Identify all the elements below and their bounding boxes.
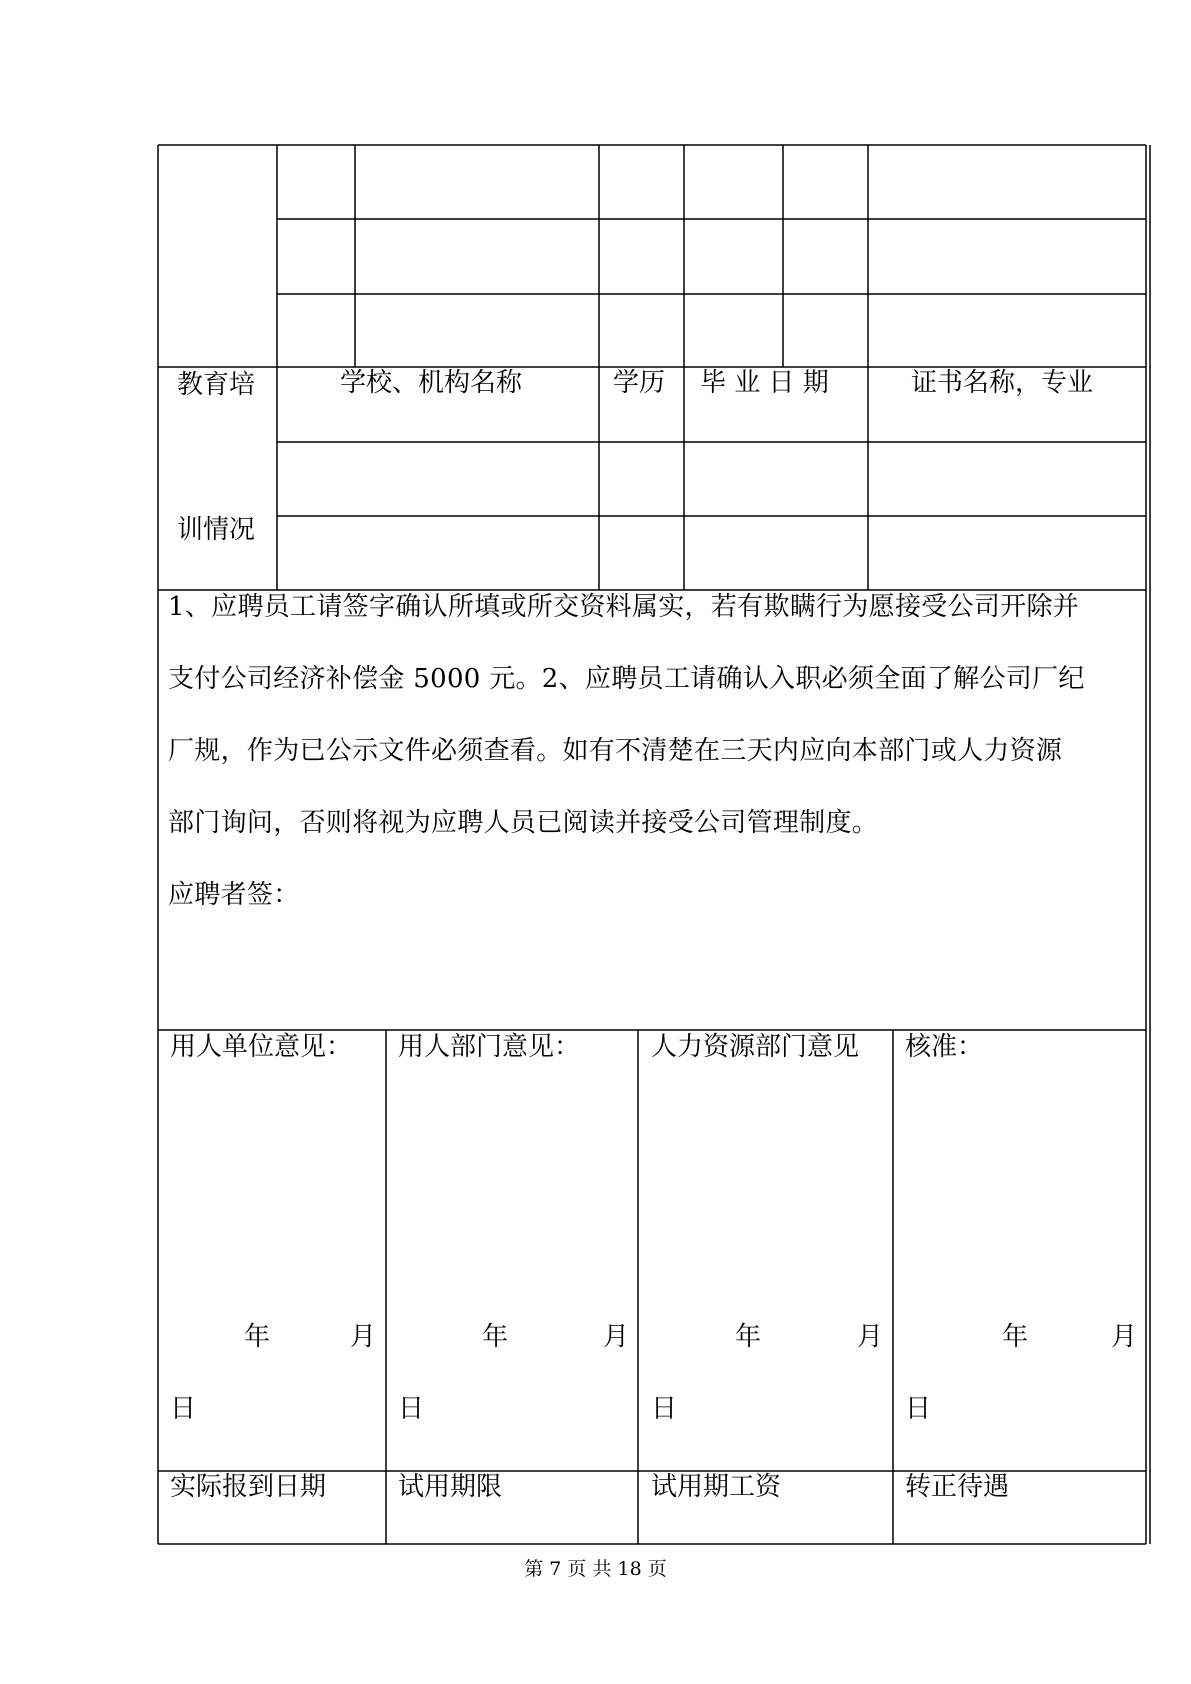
opinion-department-year: 年 [482,1322,509,1352]
probation-salary-label: 试用期工资 [651,1472,782,1502]
opinion-approval-year: 年 [1002,1322,1029,1352]
regular-benefits-label: 转正待遇 [905,1472,1010,1502]
actual-report-date-label: 实际报到日期 [170,1472,327,1502]
opinion-approval-month: 月 [1111,1322,1138,1352]
opinion-employer-year: 年 [244,1322,271,1352]
probation-period-label: 试用期限 [398,1472,503,1502]
opinion-hr-label: 人力资源部门意见 [651,1032,860,1062]
signature-label: 应聘者签： [168,880,300,910]
opinion-department-label: 用人部门意见： [398,1032,581,1062]
declaration-line-4: 部门询问，否则将视为应聘人员已阅读并接受公司管理制度。 [168,808,879,838]
header-degree: 学历 [613,368,666,398]
declaration-line-1: 1、应聘员工请签字确认所填或所交资料属实，若有欺瞒行为愿接受公司开除并 [168,592,1080,622]
opinion-hr-day: 日 [651,1394,678,1424]
header-certificate: 证书名称，专业 [911,368,1094,398]
header-school-name: 学校、机构名称 [340,368,523,398]
opinion-department-day: 日 [398,1394,425,1424]
opinion-approval-day: 日 [905,1394,932,1424]
opinion-employer-label: 用人单位意见： [170,1032,353,1062]
opinion-employer-day: 日 [170,1394,197,1424]
opinion-department-month: 月 [603,1322,630,1352]
page-footer: 第 7 页 共 18 页 [524,1558,667,1580]
opinion-hr-month: 月 [857,1322,884,1352]
opinion-employer-month: 月 [350,1322,377,1352]
header-graduation-date: 毕 业 日 期 [700,368,829,398]
declaration-line-2: 支付公司经济补偿金 5000 元。2、应聘员工请确认入职必须全面了解公司厂纪 [168,664,1085,694]
education-section-label-bottom: 训情况 [177,515,256,545]
opinion-approval-label: 核准： [905,1032,984,1062]
declaration-line-3: 厂规，作为已公示文件必须查看。如有不清楚在三天内应向本部门或人力资源 [168,736,1063,766]
opinion-hr-year: 年 [735,1322,762,1352]
education-section-label-top: 教育培 [177,370,256,400]
